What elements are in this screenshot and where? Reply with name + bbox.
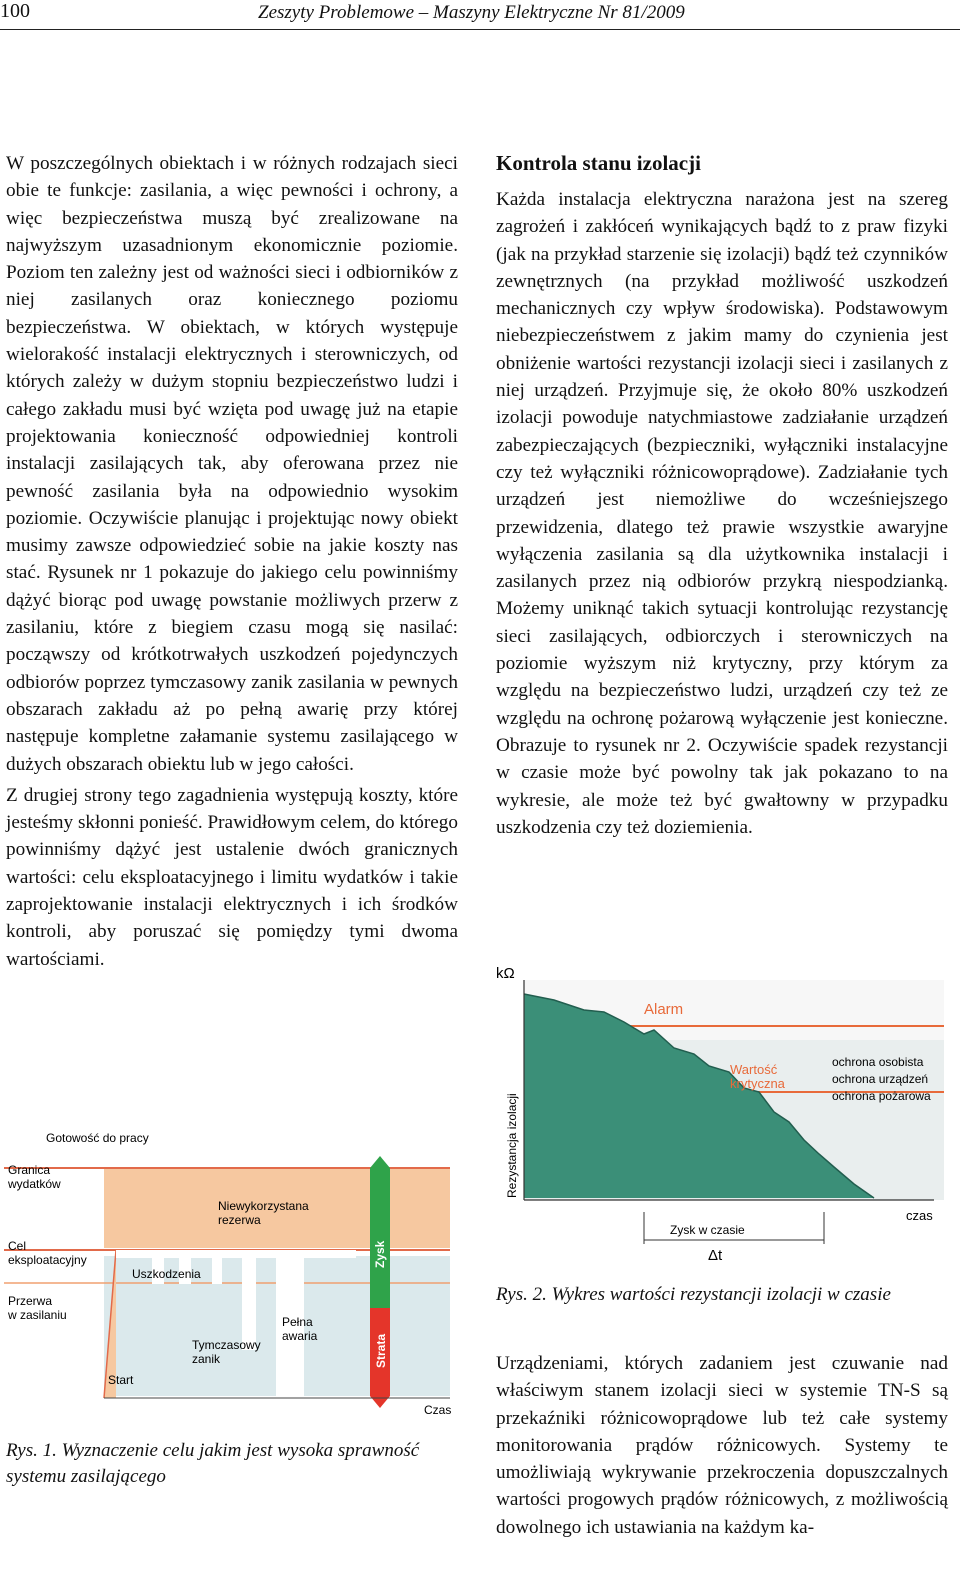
label-power-break: w zasilaniu	[8, 1308, 67, 1322]
right-column-continued	[496, 1350, 948, 1541]
label-budget-limit: wydatków	[8, 1177, 61, 1191]
journal-title: Zeszyty Problemowe – Maszyny Elektryczne Nr 81/2009	[258, 2, 685, 23]
gain-over-time-label: Zysk w czasie	[670, 1223, 745, 1237]
critical-value-label: krytyczna	[730, 1076, 785, 1091]
equipment-protection-label: ochrona urządzeń	[832, 1072, 929, 1086]
label-temporary-loss: Tymczasowy	[192, 1338, 261, 1352]
label-loss: Strata	[374, 1333, 388, 1368]
fire-protection-label: ochrona pożarowa	[832, 1089, 931, 1103]
label-full-failure: Pełna	[282, 1315, 313, 1329]
figure-2	[494, 962, 946, 1282]
label-damages: Uszkodzenia	[132, 1267, 201, 1281]
x-axis-label: czas	[906, 1208, 933, 1223]
paragraph: Z drugiej strony tego zagadnienia występują koszty, które jesteśmy skłonni ponieść. Prawidłowym celem, do którego powinniśmy dążyć jest ustalenie dwóch granicznych wartości: celu eksploatacyjnego i limitu wydatków i takie zaprojektowanie instalacji elektrycznych i ich środków kontroli, aby poruszać się pomiędzy tymi dwoma wartościami.	[6, 784, 458, 970]
label-power-break: Przerwa	[8, 1294, 53, 1308]
left-column	[6, 150, 458, 973]
section-heading: Kontrola stanu izolacji	[496, 151, 701, 175]
label-operational-goal: eksploatacyjny	[8, 1253, 87, 1267]
damage-dip	[212, 1250, 222, 1284]
label-time: Czas	[424, 1403, 452, 1417]
y-axis-label: Rezystancja izolacji	[505, 1093, 519, 1198]
header-divider	[0, 29, 960, 30]
personal-protection-label: ochrona osobista	[832, 1055, 924, 1069]
figure-1-caption: Rys. 1. Wyznaczenie celu jakim jest wysoka sprawność systemu zasilającego	[6, 1440, 420, 1487]
label-readiness: Gotowość do pracy	[46, 1131, 149, 1145]
label-operational-goal: Cel	[8, 1239, 27, 1253]
unit-label: kΩ	[496, 965, 515, 982]
figure-1	[4, 1128, 456, 1438]
label-start: Start	[108, 1373, 134, 1387]
delta-t-label: Δt	[708, 1247, 723, 1264]
figure-2-caption: Rys. 2. Wykres wartości rezystancji izolacji w czasie	[496, 1284, 891, 1305]
label-unused-reserve: Niewykorzystana	[218, 1199, 309, 1213]
label-temporary-loss: zanik	[192, 1352, 221, 1366]
paragraph: W poszczególnych obiektach i w różnych rodzajach sieci obie te funkcje: zasilania, a więc pewności i ochrony, a więc bezpieczeństwa muszą być zrealizowane na najwyższym uzasadnionym ekonomicznie poziomie. Poziom ten zależny jest od ważności sieci i odbiorników z niej zasilanych oraz koniecznego poziomu bezpieczeństwa. W obiektach, w których występuje wielorakość instalacji elektrycznych i sterowniczych, od których zależy w dużym stopniu bezpieczeństwo ludzi i całego zakładu musi być wzięta pod uwagę już na etapie projektowania konieczność odpowiedniej kontroli instalacji zasilających tak, aby oferowana przez nie pewność zasilania była na odpowiednio wysokim poziomie. Oczywiście planując i projektując nowy obiekt musimy zawsze odpowiedzieć sobie na jakie koszty nas stać. Rysunek nr 1 pokazuje do jakiego celu powinniśmy dążyć biorąc pod uwagę powstanie możliwych przerw z zasilaniu, które z biegiem czasu mogą się nasilać: począwszy od krótkotrwałych uszkodzeń pojedynczych odbiorów poprzez tymczasowy zanik zasilania w pewnych obszarach zakładu aż po pełną awarię przy której następuje kompletne załamanie systemu zasilającego w dużych obszarach obiektu lub w jego całości.	[6, 153, 458, 775]
paragraph: Każda instalacja elektryczna narażona jest na szereg zagrożeń i zakłóceń wynikających bądź to z praw fizyki (jak na przykład starzenie się izolacji) bądź też czynników zewnętrznych (na przykład możliwość uszkodzeń mechanicznych czy wpływ środowiska). Podstawowym niebezpieczeństwem z jakim mamy do czynienia jest obniżenie wartości rezystancji izolacji sieci i zasilanych z niej urządzeń. Przyjmuje się, że około 80% uszkodzeń izolacji powoduje natychmiastowe zadziałanie urządzeń zabezpieczających (bezpieczniki, wyłączniki instalacyjne czy też wyłączniki różnicowoprądowe). Zadziałanie tych urządzeń jest niemożliwe do wcześniejszego przewidzenia, dlatego też prawie wszystkie awaryjne wyłączenia zasilania są dla użytkownika instalacji i zasilanych przez nią odbiorów przykrą niespodzianką. Możemy uniknąć takich sytuacji kontrolując rezystancję sieci zasilających, odbiorczych i sterowniczych na poziomie wyższym niż krytyczny, przy którym za względu na bezpieczeństwo ludzi, urządzeń czy też ze względu na ochronę pożarową wyłączenie jest konieczne. Obrazuje to rysunek nr 2. Oczywiście spadek rezystancji w czasie może być powolny tak jak pokazano to na wykresie, ale może też być gwałtowny w przypadku uszkodzenia czy też doziemienia.	[496, 189, 948, 838]
gain-bar	[370, 1168, 390, 1308]
label-full-failure: awaria	[282, 1329, 318, 1343]
label-budget-limit: Granica	[8, 1163, 51, 1177]
gain-arrow	[370, 1156, 390, 1168]
temporary-loss-dip	[242, 1250, 256, 1350]
critical-value-label: Wartość	[730, 1062, 778, 1077]
right-column	[496, 150, 948, 841]
alarm-label: Alarm	[644, 1001, 684, 1018]
label-unused-reserve: rezerwa	[218, 1213, 261, 1227]
paragraph: Urządzeniami, których zadaniem jest czuwanie nad właściwym stanem izolacji sieci w systemie TN-S są przekaźniki różnicowoprądowe lub też całe systemy monitorowania prądów różnicowych. Systemy te umożliwiają wykrywanie przekroczenia dopuszczalnych wartości progowych prądów różnicowych, z możliwością dowolnego ich ustawiania na każdym ka-	[496, 1353, 948, 1538]
figure-2-chart	[494, 962, 946, 1282]
figure-1-diagram	[4, 1128, 456, 1438]
label-gain: Zysk	[373, 1240, 387, 1268]
page-number: 100	[0, 0, 30, 22]
